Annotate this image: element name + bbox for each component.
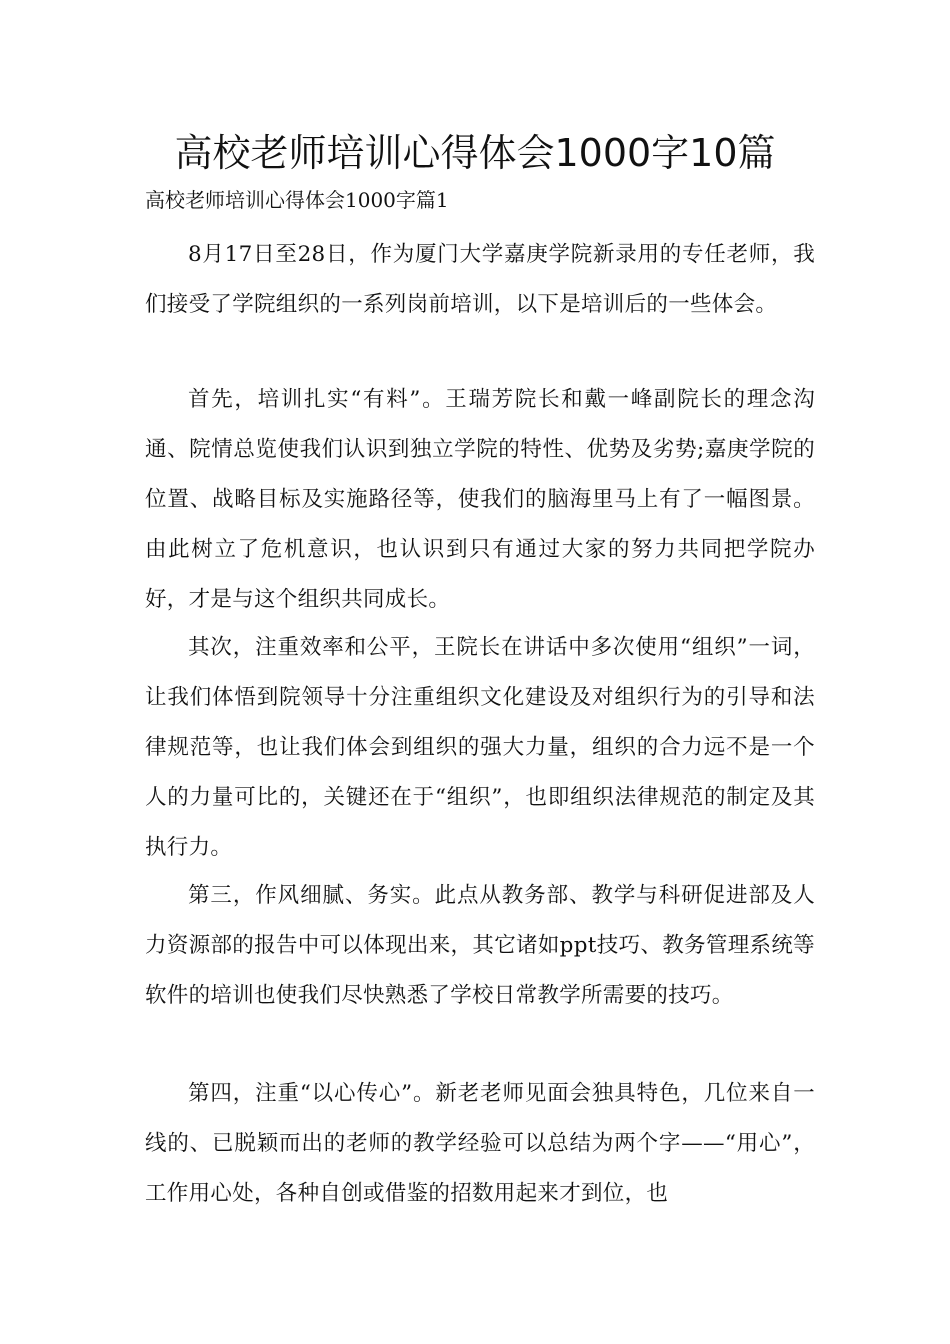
paragraph-first-point: 首先，培训扎实“有料”。王瑞芳院长和戴一峰副院长的理念沟通、院情总览使我们认识到独立学院的特性、优势及劣势;嘉庚学院的位置、战略目标及实施路径等，使我们的脑海里马上有了一幅图景。由此树立了危机意识，也认识到只有通过大家的努力共同把学院办好，才是与这个组织共同成长。 bbox=[145, 387, 815, 612]
section-heading: 高校老师培训心得体会1000字篇1 bbox=[145, 188, 449, 212]
paragraph-second-point: 其次，注重效率和公平，王院长在讲话中多次使用“组织”一词，让我们体悟到院领导十分注重组织文化建设及对组织行为的引导和法律规范等，也让我们体会到组织的强大力量，组织的合力远不是一个人的力量可比的，关键还在于“组织”，也即组织法律规范的制定及其执行力。 bbox=[145, 635, 815, 860]
document-title: 高校老师培训心得体会1000字10篇 bbox=[174, 131, 776, 175]
paragraph-fourth-point: 第四，注重“以心传心”。新老老师见面会独具特色，几位来自一线的、已脱颖而出的老师的教学经验可以总结为两个字——“用心”，工作用心处，各种自创或借鉴的招数用起来才到位，也 bbox=[145, 1081, 815, 1206]
paragraph-third-point: 第三，作风细腻、务实。此点从教务部、教学与科研促进部及人力资源部的报告中可以体现出来，其它诸如ppt技巧、教务管理系统等软件的培训也使我们尽快熟悉了学校日常教学所需要的技巧。 bbox=[145, 883, 815, 1008]
paragraph-intro: 8月17日至28日，作为厦门大学嘉庚学院新录用的专任老师，我们接受了学院组织的一系列岗前培训，以下是培训后的一些体会。 bbox=[145, 242, 815, 317]
